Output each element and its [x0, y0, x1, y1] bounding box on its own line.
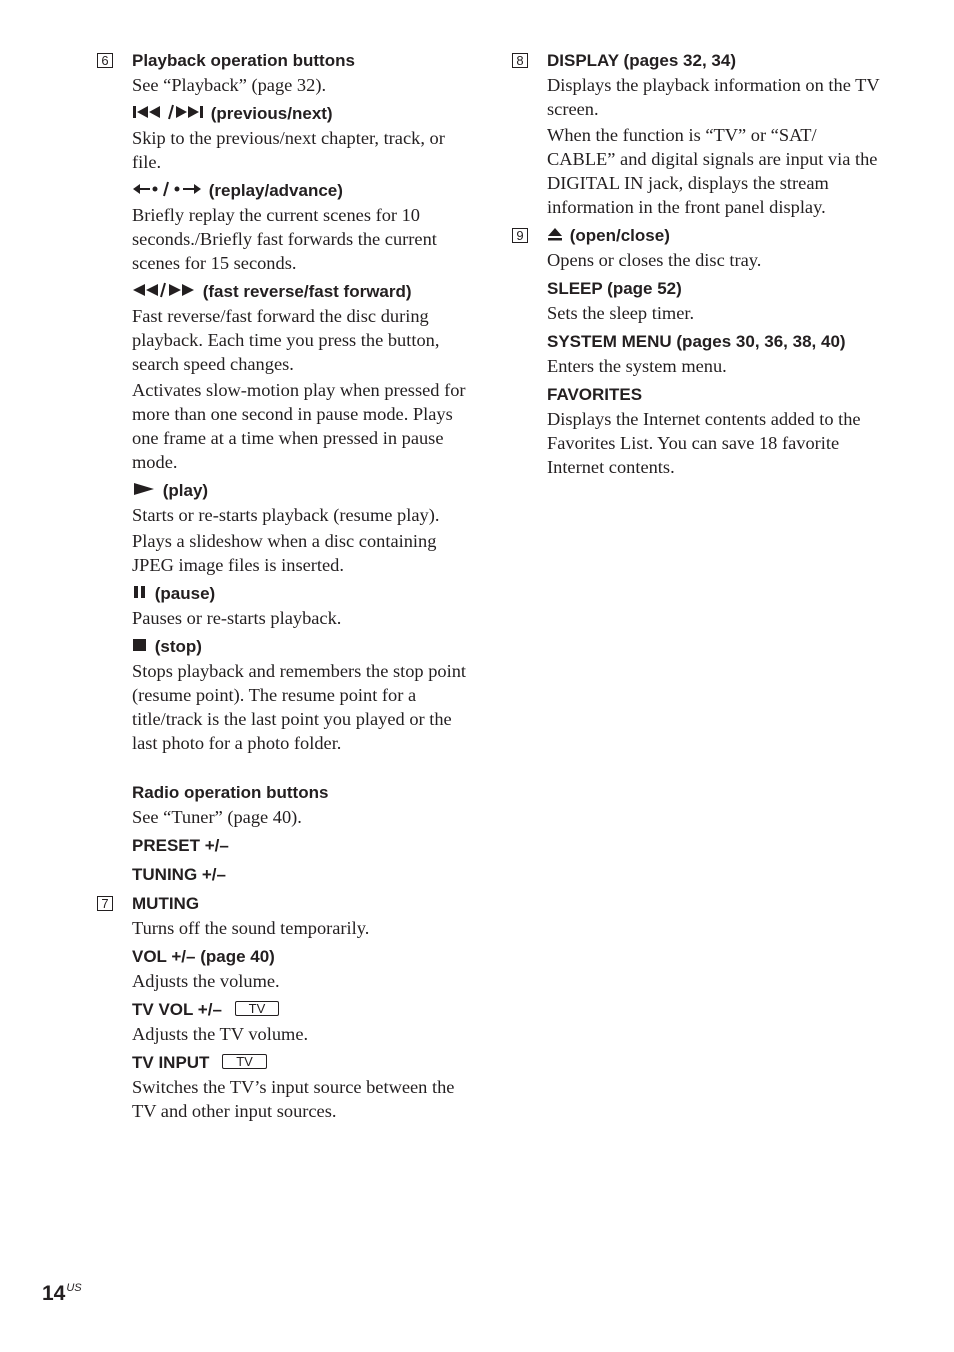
- radio-intro: See “Tuner” (page 40).: [132, 807, 302, 827]
- play-label: (play): [162, 481, 209, 500]
- fast-reverse-forward-description: Fast reverse/fast forward the disc during playback. Each time you press the button, search speed changes.: [132, 306, 440, 374]
- left-column: [97, 44, 467, 1125]
- replay-advance-description: Briefly replay the current scenes for 10 seconds./Briefly fast forwards the current scenes for 15 seconds.: [132, 205, 437, 273]
- preset-heading: PRESET +/–: [132, 836, 229, 855]
- slideshow-description: Plays a slideshow when a disc containing JPEG image files is inserted.: [132, 531, 437, 575]
- previous-next-icon: [132, 104, 206, 120]
- pause-description: Pauses or re-starts playback.: [132, 608, 342, 628]
- replay-advance-icon: [132, 181, 204, 197]
- tv-vol-heading: [97, 998, 467, 1022]
- replay-advance-label: (replay/advance): [208, 181, 343, 200]
- page-number-value: 14: [42, 1282, 66, 1305]
- tuning-heading: TUNING +/–: [132, 865, 226, 884]
- fast-reverse-forward-heading: [97, 280, 467, 304]
- spacer: [97, 757, 467, 776]
- play-icon: [132, 481, 158, 497]
- sleep-heading: SLEEP (page 52): [547, 279, 682, 298]
- page-number: [42, 1282, 82, 1306]
- stop-description: Stops playback and remembers the stop point (resume point). The resume point for a title/track is the last point you played or the last photo for a photo folder.: [132, 661, 467, 753]
- tv-input-heading: [97, 1051, 467, 1075]
- muting-heading: [97, 892, 467, 916]
- display-description-2: When the function is “TV” or “SAT/ CABLE” and digital signals are input via the DIGITAL IN jack, displays the stream information in the front panel display.: [547, 125, 878, 217]
- section-number-9: 9: [512, 228, 528, 243]
- right-column: [512, 44, 884, 481]
- system-menu-description: Enters the system menu.: [547, 356, 727, 376]
- replay-advance-heading: [97, 179, 467, 203]
- open-close-description: Opens or closes the disc tray.: [547, 250, 762, 270]
- vol-description: Adjusts the volume.: [132, 971, 280, 991]
- display-label: DISPLAY (pages 32, 34): [547, 51, 736, 70]
- tv-vol-label: TV VOL +/–: [132, 1000, 222, 1019]
- previous-next-label: (previous/next): [210, 104, 333, 123]
- stop-heading: [97, 635, 467, 659]
- open-close-heading: [512, 224, 884, 248]
- section-number-7: 7: [97, 896, 113, 911]
- playback-intro: See “Playback” (page 32).: [132, 75, 327, 95]
- section-number-8: 8: [512, 53, 528, 68]
- previous-next-description: Skip to the previous/next chapter, track, or file.: [132, 128, 445, 172]
- fast-reverse-forward-icon: [132, 282, 198, 298]
- tv-badge: TV: [235, 1001, 280, 1016]
- display-description: Displays the playback information on the TV screen.: [547, 75, 880, 119]
- play-description: Starts or re-starts playback (resume play).: [132, 505, 440, 525]
- tv-vol-description: Adjusts the TV volume.: [132, 1024, 309, 1044]
- playback-buttons-title: Playback operation buttons: [132, 51, 355, 70]
- play-heading: [97, 479, 467, 503]
- open-close-label: (open/close): [569, 226, 670, 245]
- muting-label: MUTING: [132, 894, 200, 913]
- radio-buttons-heading: [97, 781, 467, 805]
- favorites-description: Displays the Internet contents added to the Favorites List. You can save 18 favorite Internet contents.: [547, 409, 861, 477]
- tv-badge: TV: [222, 1054, 267, 1069]
- eject-icon: [547, 226, 565, 242]
- section-6-heading: [97, 49, 467, 73]
- muting-description: Turns off the sound temporarily.: [132, 918, 370, 938]
- radio-buttons-title: Radio operation buttons: [132, 783, 329, 802]
- pause-icon: [132, 584, 150, 600]
- tv-input-description: Switches the TV’s input source between the TV and other input sources.: [132, 1077, 455, 1121]
- region-code: US: [66, 1282, 82, 1294]
- previous-next-heading: [97, 102, 467, 126]
- stop-label: (stop): [154, 637, 202, 656]
- section-number-6: 6: [97, 53, 113, 68]
- vol-heading: VOL +/– (page 40): [132, 947, 275, 966]
- pause-heading: [97, 582, 467, 606]
- sleep-description: Sets the sleep timer.: [547, 303, 695, 323]
- favorites-heading: FAVORITES: [547, 385, 643, 404]
- tv-input-label: TV INPUT: [132, 1053, 210, 1072]
- system-menu-heading: SYSTEM MENU (pages 30, 36, 38, 40): [547, 332, 846, 351]
- pause-label: (pause): [154, 584, 216, 603]
- stop-icon: [132, 637, 150, 653]
- display-heading: [512, 49, 884, 73]
- slow-motion-description: Activates slow-motion play when pressed for more than one second in pause mode. Plays one frame at a time when pressed in pause mode.: [132, 380, 466, 472]
- fast-reverse-forward-label: (fast reverse/fast forward): [202, 282, 412, 301]
